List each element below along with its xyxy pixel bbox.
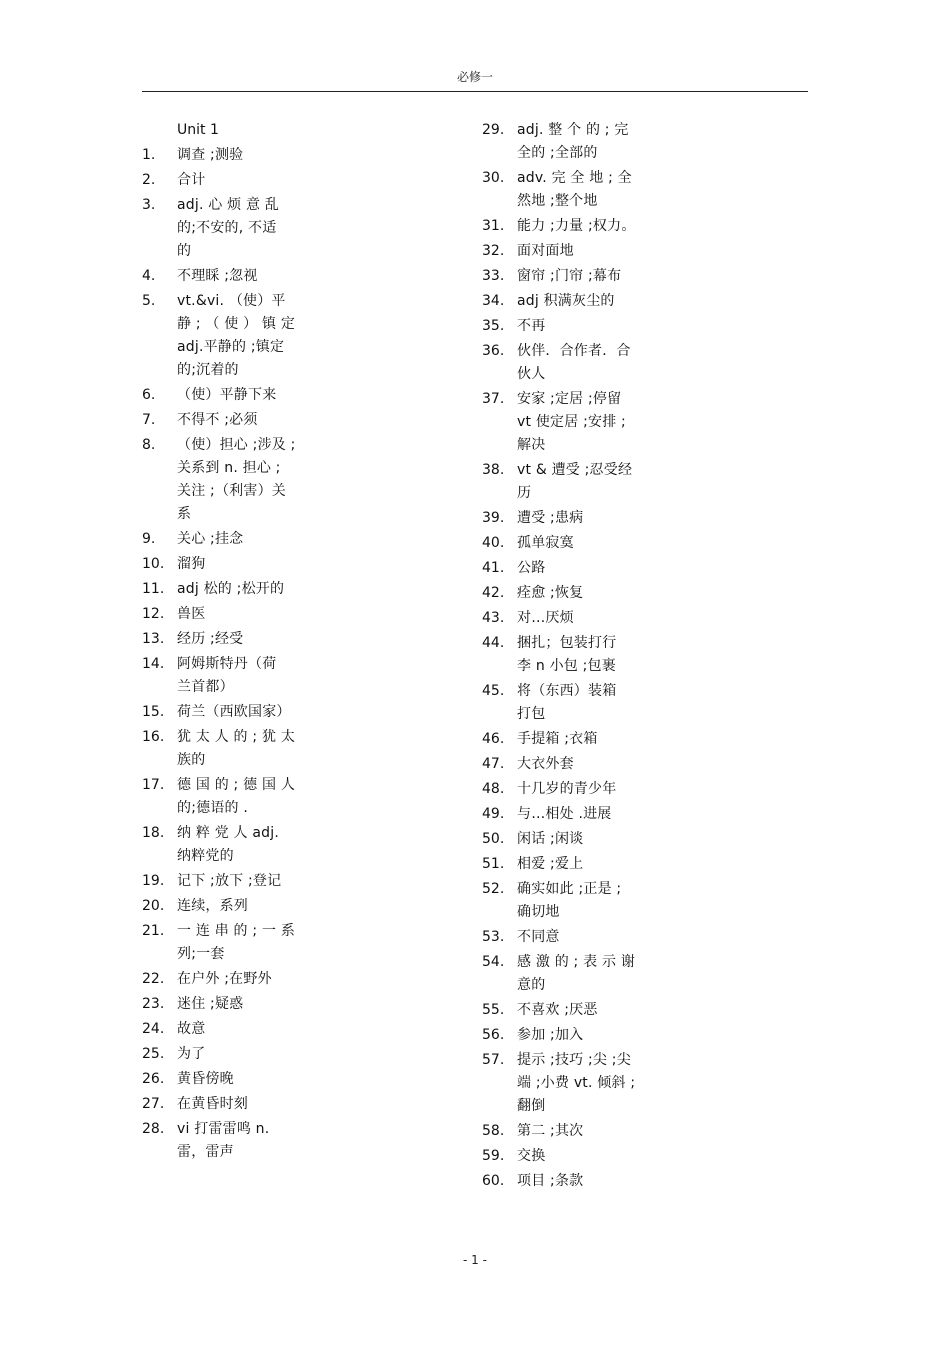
item-number: 46. xyxy=(482,731,505,747)
item-number: 39. xyxy=(482,510,505,526)
item-number: 22. xyxy=(142,971,165,987)
item-definition xyxy=(177,1118,297,1164)
definition-line: 的 xyxy=(177,243,192,259)
item-number: 55. xyxy=(482,1002,505,1018)
vocab-item xyxy=(482,878,639,924)
definition-line: 不再 xyxy=(517,318,546,334)
definition-line: 的;沉着的 xyxy=(177,362,239,378)
definition-line: 雷，雷声 xyxy=(177,1144,234,1160)
vocab-item xyxy=(142,553,297,576)
definition-line: 解决 xyxy=(517,437,546,453)
item-definition xyxy=(517,240,639,263)
definition-line: adj 积满灰尘的 xyxy=(517,293,615,309)
header-rule xyxy=(142,91,808,92)
item-number: 51. xyxy=(482,856,505,872)
item-number: 29. xyxy=(482,122,505,138)
item-definition xyxy=(517,778,639,801)
vocab-item xyxy=(142,968,297,991)
item-definition xyxy=(177,265,297,288)
item-number: 4. xyxy=(142,268,156,284)
item-number: 35. xyxy=(482,318,505,334)
item-number: 28. xyxy=(142,1121,165,1137)
definition-line: 闲话 ;闲谈 xyxy=(517,831,584,847)
definition-line: 在户外 ;在野外 xyxy=(177,971,272,987)
item-definition xyxy=(517,680,639,726)
definition-line: 意的 xyxy=(517,977,546,993)
item-number: 15. xyxy=(142,704,165,720)
item-number: 45. xyxy=(482,683,505,699)
item-number: 27. xyxy=(142,1096,165,1112)
item-definition xyxy=(517,388,639,457)
item-number: 36. xyxy=(482,343,505,359)
vocab-column-left xyxy=(142,119,297,1166)
vocab-item xyxy=(482,999,639,1022)
definition-line: 交换 xyxy=(517,1148,546,1164)
item-definition xyxy=(177,409,297,432)
item-number: 58. xyxy=(482,1123,505,1139)
vocab-item xyxy=(482,388,639,457)
vocab-item xyxy=(482,459,639,505)
item-number: 26. xyxy=(142,1071,165,1087)
definition-line: 然地 ;整个地 xyxy=(517,193,598,209)
definition-line: 孤单寂寞 xyxy=(517,535,574,551)
vocab-item xyxy=(482,1170,639,1193)
vocab-item xyxy=(142,822,297,868)
definition-line: 感 激 的 ; 表 示 谢 xyxy=(517,954,636,970)
definition-line: 关心 ;挂念 xyxy=(177,531,244,547)
item-number: 14. xyxy=(142,656,165,672)
item-definition xyxy=(177,726,297,772)
definition-line: 列;一套 xyxy=(177,946,225,962)
item-definition xyxy=(517,607,639,630)
item-number: 17. xyxy=(142,777,165,793)
item-definition xyxy=(177,1068,297,1091)
vocab-item xyxy=(482,215,639,238)
definition-line: 项目 ;条款 xyxy=(517,1173,584,1189)
vocab-item xyxy=(482,951,639,997)
vocab-item xyxy=(482,853,639,876)
item-definition xyxy=(517,951,639,997)
vocab-item xyxy=(482,753,639,776)
definition-line: 历 xyxy=(517,485,532,501)
item-definition xyxy=(177,194,297,263)
item-number: 49. xyxy=(482,806,505,822)
vocab-item xyxy=(482,315,639,338)
item-definition xyxy=(517,167,639,213)
item-definition xyxy=(517,340,639,386)
definition-line: 关系到 n. 担心 ; xyxy=(177,460,281,476)
item-number: 32. xyxy=(482,243,505,259)
vocab-item xyxy=(142,628,297,651)
vocab-item xyxy=(482,778,639,801)
item-number: 1. xyxy=(142,147,156,163)
vocab-item xyxy=(142,701,297,724)
item-number: 24. xyxy=(142,1021,165,1037)
vocab-item xyxy=(482,803,639,826)
vocab-item xyxy=(482,926,639,949)
vocab-item xyxy=(142,870,297,893)
definition-line: 手提箱 ;衣箱 xyxy=(517,731,598,747)
item-number: 10. xyxy=(142,556,165,572)
vocab-item xyxy=(142,194,297,263)
definition-line: 不喜欢 ;厌恶 xyxy=(517,1002,598,1018)
item-number: 57. xyxy=(482,1052,505,1068)
item-number: 59. xyxy=(482,1148,505,1164)
vocab-item xyxy=(482,265,639,288)
item-number: 25. xyxy=(142,1046,165,1062)
item-definition xyxy=(177,434,297,526)
page-header: 必修一 xyxy=(456,70,493,84)
definition-line: 捆扎；包装打行 xyxy=(517,635,617,651)
item-number: 38. xyxy=(482,462,505,478)
item-number: 5. xyxy=(142,293,156,309)
definition-line: 李 n 小包 ;包裹 xyxy=(517,658,616,674)
item-number: 6. xyxy=(142,387,156,403)
definition-line: 大衣外套 xyxy=(517,756,574,772)
vocab-item xyxy=(482,828,639,851)
definition-line: 合计 xyxy=(177,172,206,188)
vocab-item xyxy=(482,1049,639,1118)
vocab-item xyxy=(142,1043,297,1066)
vocab-item xyxy=(142,1068,297,1091)
definition-line: 伙伴．合作者．合 xyxy=(517,343,631,359)
item-definition xyxy=(517,557,639,580)
item-number: 33. xyxy=(482,268,505,284)
definition-line: 打包 xyxy=(517,706,546,722)
vocab-item xyxy=(142,726,297,772)
definition-line: vt 使定居 ;安排 ; xyxy=(517,414,626,430)
item-definition xyxy=(517,632,639,678)
item-definition xyxy=(177,628,297,651)
definition-line: 能力 ;力量 ;权力。 xyxy=(517,218,636,234)
item-number: 53. xyxy=(482,929,505,945)
definition-line: 不得不 ;必须 xyxy=(177,412,258,428)
item-number: 12. xyxy=(142,606,165,622)
definition-line: 的;德语的 . xyxy=(177,800,249,816)
definition-line: 纳粹党的 xyxy=(177,848,234,864)
definition-line: 阿姆斯特丹（荷 xyxy=(177,656,277,672)
vocab-item xyxy=(142,290,297,382)
vocab-item xyxy=(142,1118,297,1164)
vocab-item xyxy=(482,1120,639,1143)
vocab-column-right xyxy=(482,119,639,1195)
definition-line: 为了 xyxy=(177,1046,206,1062)
item-definition xyxy=(517,728,639,751)
item-number: 3. xyxy=(142,197,156,213)
item-definition xyxy=(517,803,639,826)
item-number: 54. xyxy=(482,954,505,970)
vocab-item xyxy=(142,169,297,192)
item-definition xyxy=(177,553,297,576)
definition-line: 提示 ;技巧 ;尖 ;尖 xyxy=(517,1052,631,1068)
item-number: 37. xyxy=(482,391,505,407)
vocab-item xyxy=(142,409,297,432)
vocab-item xyxy=(142,993,297,1016)
definition-line: 犹 太 人 的 ; 犹 太 xyxy=(177,729,296,745)
item-definition xyxy=(517,532,639,555)
vocab-item xyxy=(142,1093,297,1116)
definition-line: 伙人 xyxy=(517,366,546,382)
definition-line: 遭受 ;患病 xyxy=(517,510,584,526)
item-number: 40. xyxy=(482,535,505,551)
item-number: 16. xyxy=(142,729,165,745)
definition-line: 不理睬 ;忽视 xyxy=(177,268,258,284)
definition-line: 与…相处 .进展 xyxy=(517,806,612,822)
definition-line: 十几岁的青少年 xyxy=(517,781,617,797)
item-definition xyxy=(177,653,297,699)
definition-line: 确实如此 ;正是 ; xyxy=(517,881,622,897)
definition-line: 调查 ;测验 xyxy=(177,147,244,163)
definition-line: 纳 粹 党 人 adj. xyxy=(177,825,280,841)
definition-line: 静 ; （ 使 ） 镇 定 xyxy=(177,316,296,332)
unit-title: Unit 1 xyxy=(177,122,219,138)
vocab-item xyxy=(482,167,639,213)
definition-line: 对…厌烦 xyxy=(517,610,574,626)
definition-line: adj. 心 烦 意 乱 xyxy=(177,197,280,213)
vocab-item xyxy=(142,895,297,918)
item-definition xyxy=(517,753,639,776)
definition-line: 的;不安的, 不适 xyxy=(177,220,277,236)
vocab-item xyxy=(482,607,639,630)
vocab-item xyxy=(482,507,639,530)
item-number: 44. xyxy=(482,635,505,651)
item-definition xyxy=(177,1093,297,1116)
item-number: 48. xyxy=(482,781,505,797)
item-number: 11. xyxy=(142,581,165,597)
definition-line: adv. 完 全 地 ; 全 xyxy=(517,170,632,186)
item-number: 34. xyxy=(482,293,505,309)
item-number: 13. xyxy=(142,631,165,647)
definition-line: 黄昏傍晚 xyxy=(177,1071,234,1087)
item-definition xyxy=(517,1120,639,1143)
definition-line: 参加 ;加入 xyxy=(517,1027,584,1043)
item-definition xyxy=(177,1043,297,1066)
item-definition xyxy=(517,459,639,505)
vocab-item xyxy=(482,290,639,313)
definition-line: （使）平静下来 xyxy=(177,387,277,403)
definition-line: 迷住 ;疑惑 xyxy=(177,996,244,1012)
item-number: 56. xyxy=(482,1027,505,1043)
item-definition xyxy=(517,315,639,338)
item-number: 18. xyxy=(142,825,165,841)
definition-line: 全的 ;全部的 xyxy=(517,145,598,161)
item-definition xyxy=(517,119,639,165)
vocab-item xyxy=(482,340,639,386)
item-definition xyxy=(177,384,297,407)
item-definition xyxy=(517,828,639,851)
definition-line: 经历 ;经受 xyxy=(177,631,244,647)
vocab-item xyxy=(142,528,297,551)
item-number: 23. xyxy=(142,996,165,1012)
item-number: 21. xyxy=(142,923,165,939)
definition-line: 安家 ;定居 ;停留 xyxy=(517,391,622,407)
item-definition xyxy=(517,1170,639,1193)
vocab-item xyxy=(482,632,639,678)
item-definition xyxy=(177,920,297,966)
vocab-item xyxy=(142,653,297,699)
item-number: 19. xyxy=(142,873,165,889)
definition-line: 确切地 xyxy=(517,904,560,920)
vocab-item xyxy=(142,578,297,601)
definition-line: adj 松的 ;松开的 xyxy=(177,581,285,597)
definition-line: 窗帘 ;门帘 ;幕布 xyxy=(517,268,622,284)
item-definition xyxy=(517,1145,639,1168)
item-number: 7. xyxy=(142,412,156,428)
item-number: 47. xyxy=(482,756,505,772)
vocab-item xyxy=(482,1024,639,1047)
definition-line: 第二 ;其次 xyxy=(517,1123,584,1139)
item-definition xyxy=(177,993,297,1016)
item-definition xyxy=(517,878,639,924)
definition-line: 翻倒 xyxy=(517,1098,546,1114)
vocab-item xyxy=(142,774,297,820)
definition-line: adj.平静的 ;镇定 xyxy=(177,339,285,355)
item-definition xyxy=(177,701,297,724)
definition-line: 荷兰（西欧国家） xyxy=(177,704,291,720)
vocab-item xyxy=(482,557,639,580)
item-definition xyxy=(517,926,639,949)
item-number: 41. xyxy=(482,560,505,576)
definition-line: 痊愈 ;恢复 xyxy=(517,585,584,601)
definition-line: 将（东西）装箱 xyxy=(517,683,617,699)
item-definition xyxy=(517,1024,639,1047)
definition-line: 不同意 xyxy=(517,929,560,945)
definition-line: vt & 遭受 ;忍受经 xyxy=(517,462,633,478)
item-definition xyxy=(517,507,639,530)
vocab-item xyxy=(482,532,639,555)
vocab-item xyxy=(482,728,639,751)
definition-line: 关注 ;（利害）关 xyxy=(177,483,286,499)
item-number: 8. xyxy=(142,437,156,453)
vocab-item xyxy=(482,240,639,263)
vocab-item xyxy=(482,582,639,605)
item-definition xyxy=(177,290,297,382)
item-definition xyxy=(517,853,639,876)
definition-line: 故意 xyxy=(177,1021,206,1037)
vocab-item xyxy=(482,680,639,726)
vocab-item xyxy=(142,265,297,288)
item-definition xyxy=(177,144,297,167)
definition-line: 相爱 ;爱上 xyxy=(517,856,584,872)
item-definition xyxy=(177,1018,297,1041)
item-number: 52. xyxy=(482,881,505,897)
definition-line: vi 打雷雷鸣 n. xyxy=(177,1121,270,1137)
definition-line: 溜狗 xyxy=(177,556,206,572)
definition-line: 一 连 串 的 ; 一 系 xyxy=(177,923,296,939)
page-number: - 1 - xyxy=(463,1253,487,1267)
item-definition xyxy=(177,169,297,192)
definition-line: 公路 xyxy=(517,560,546,576)
item-number: 2. xyxy=(142,172,156,188)
vocab-item xyxy=(142,1018,297,1041)
item-definition xyxy=(177,870,297,893)
definition-line: 记下 ;放下 ;登记 xyxy=(177,873,282,889)
item-definition xyxy=(177,968,297,991)
vocab-item xyxy=(142,920,297,966)
vocab-item xyxy=(142,603,297,626)
definition-line: 系 xyxy=(177,506,192,522)
item-number: 30. xyxy=(482,170,505,186)
definition-line: 面对面地 xyxy=(517,243,574,259)
definition-line: 连续，系列 xyxy=(177,898,248,914)
item-definition xyxy=(177,895,297,918)
item-definition xyxy=(517,290,639,313)
item-definition xyxy=(177,603,297,626)
definition-line: （使）担心 ;涉及 ; xyxy=(177,437,296,453)
vocab-item xyxy=(142,144,297,167)
item-definition xyxy=(517,582,639,605)
item-number: 31. xyxy=(482,218,505,234)
item-number: 9. xyxy=(142,531,156,547)
item-definition xyxy=(177,528,297,551)
item-definition xyxy=(177,822,297,868)
definition-line: 兽医 xyxy=(177,606,206,622)
definition-line: 在黄昏时刻 xyxy=(177,1096,248,1112)
vocab-item xyxy=(142,384,297,407)
item-definition xyxy=(517,1049,639,1118)
vocab-item xyxy=(482,1145,639,1168)
vocab-list-right xyxy=(482,119,639,1193)
definition-line: 兰首都） xyxy=(177,679,234,695)
definition-line: 族的 xyxy=(177,752,206,768)
item-number: 50. xyxy=(482,831,505,847)
item-definition xyxy=(177,774,297,820)
definition-line: vt.&vi. （使）平 xyxy=(177,293,286,309)
definition-line: adj. 整 个 的 ; 完 xyxy=(517,122,629,138)
vocab-list-left xyxy=(142,144,297,1164)
vocab-item xyxy=(482,119,639,165)
item-definition xyxy=(517,265,639,288)
item-number: 43. xyxy=(482,610,505,626)
item-definition xyxy=(177,578,297,601)
item-number: 60. xyxy=(482,1173,505,1189)
item-number: 20. xyxy=(142,898,165,914)
vocab-item xyxy=(142,434,297,526)
definition-line: 端 ;小费 vt. 倾斜 ; xyxy=(517,1075,636,1091)
item-number: 42. xyxy=(482,585,505,601)
item-definition xyxy=(517,215,639,238)
definition-line: 德 国 的 ; 德 国 人 xyxy=(177,777,296,793)
item-definition xyxy=(517,999,639,1022)
